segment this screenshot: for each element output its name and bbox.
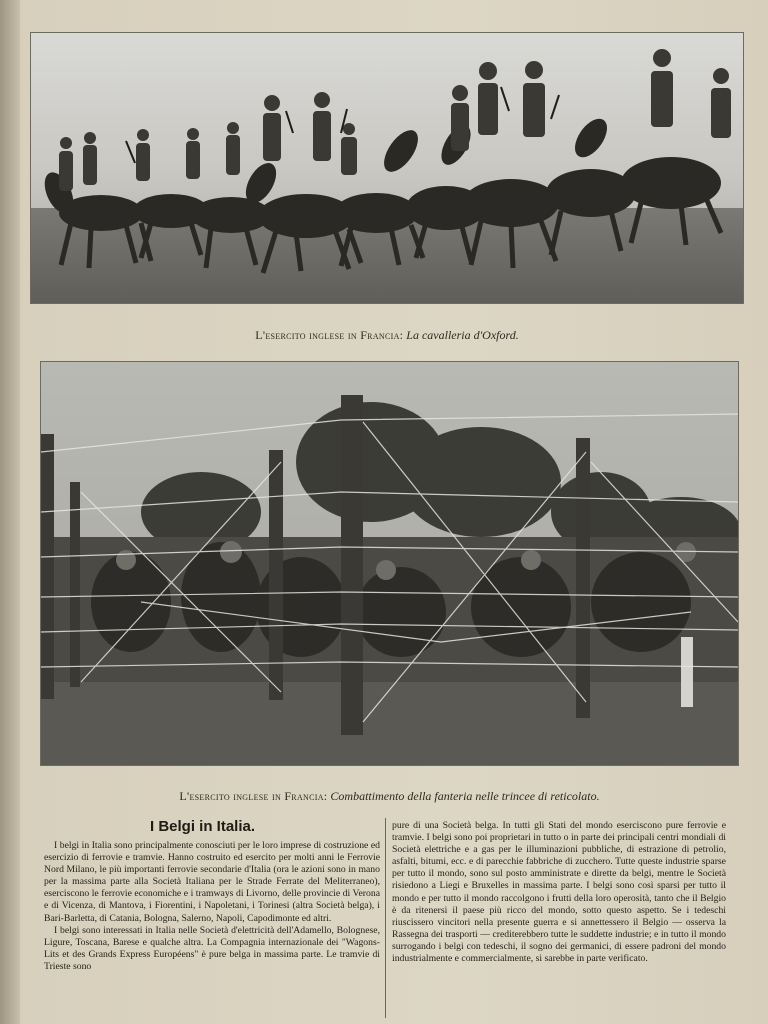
article-column-right — [392, 820, 726, 965]
binding-gutter — [0, 0, 20, 1024]
cavalry-photo-caption — [31, 328, 743, 343]
caption-title: La cavalleria d'Oxford. — [406, 328, 519, 342]
caption-title: Combattimento della fanteria nelle trincee di reticolato. — [330, 789, 600, 803]
paragraph: pure di una Società belga. In tutti gli Stati del mondo eserciscono pure ferrovie e tramvie. I belgi sono poi proprietari in tutto o in parte dei principali centri mondiali di Società elettriche e a gas per le illuminazioni pubbliche, di estrazione di petrolio, asfalti, bitumi, ecc. e di parecchie fabbriche di zucchero. Tutte queste industrie sparse per tutto il mondo, sono sul posto amministrate e dirette da belgi, mentre le Società risiedono a Liegi e Bruxelles in massima parte. I belgi sono così sparsi per tutto il mondo e per tutto il mondo raccolgono i frutti della loro operosità, tanto che il Belgio è da ritenersi il paese più ricco del mondo, sotto questo aspetto. Se i tedeschi riuscissero vincitori nella presente guerra e si annettessero il Belgio — osserva la Rassegna dei trasporti — crediterebbero tutte le suddette industrie; e in tutto il mondo surrogando i belgi con tedeschi, il sogno dei germanici, di essere padroni del mondo industrialmente e commercialmente, si sarebbe in parte verificato. — [392, 820, 726, 965]
caption-prefix: L'esercito inglese in Francia: — [179, 789, 328, 803]
caption-prefix: L'esercito inglese in Francia: — [255, 328, 404, 342]
infantry-trench-photo — [41, 362, 738, 765]
article-title: I Belgi in Italia. — [150, 818, 256, 835]
infantry-photo-caption — [41, 789, 738, 804]
cavalry-photo — [31, 33, 743, 303]
paragraph: I belgi in Italia sono principalmente conosciuti per le loro imprese di costruzione ed esercizio di ferrovie e tramvie. Hanno costruito ed esercito per molti anni le Ferrovie Nord Milano, le più importanti ferrovie secondarie d'Italia (ora le azioni sono in mano per la massima parte alla Società Italiana per le Strade Ferrate del Meliterraneo), eserciscono le ferrovie economiche e i tramways di Livorno, delle provincie di Verona e di Vicenza, di Mantova, i Fiorentini, i Napoletani, i Torinesi (altra Società belga), i Bari-Barletta, di Catania, Bologna, Salerno, Napoli, Capodimonte ed altri. — [44, 840, 380, 924]
article-column-left — [44, 840, 380, 973]
column-divider — [385, 818, 386, 1018]
paragraph: I belgi sono interessati in Italia nelle Società d'elettricità dell'Adamello, Bolognese, Ligure, Toscana, Barese e qualche altra. La Compagnia internazionale dei "Wagons-Lits et des Grands Express Européens" è pure belga in massima parte. Le tramvie di Trieste sono — [44, 924, 380, 972]
